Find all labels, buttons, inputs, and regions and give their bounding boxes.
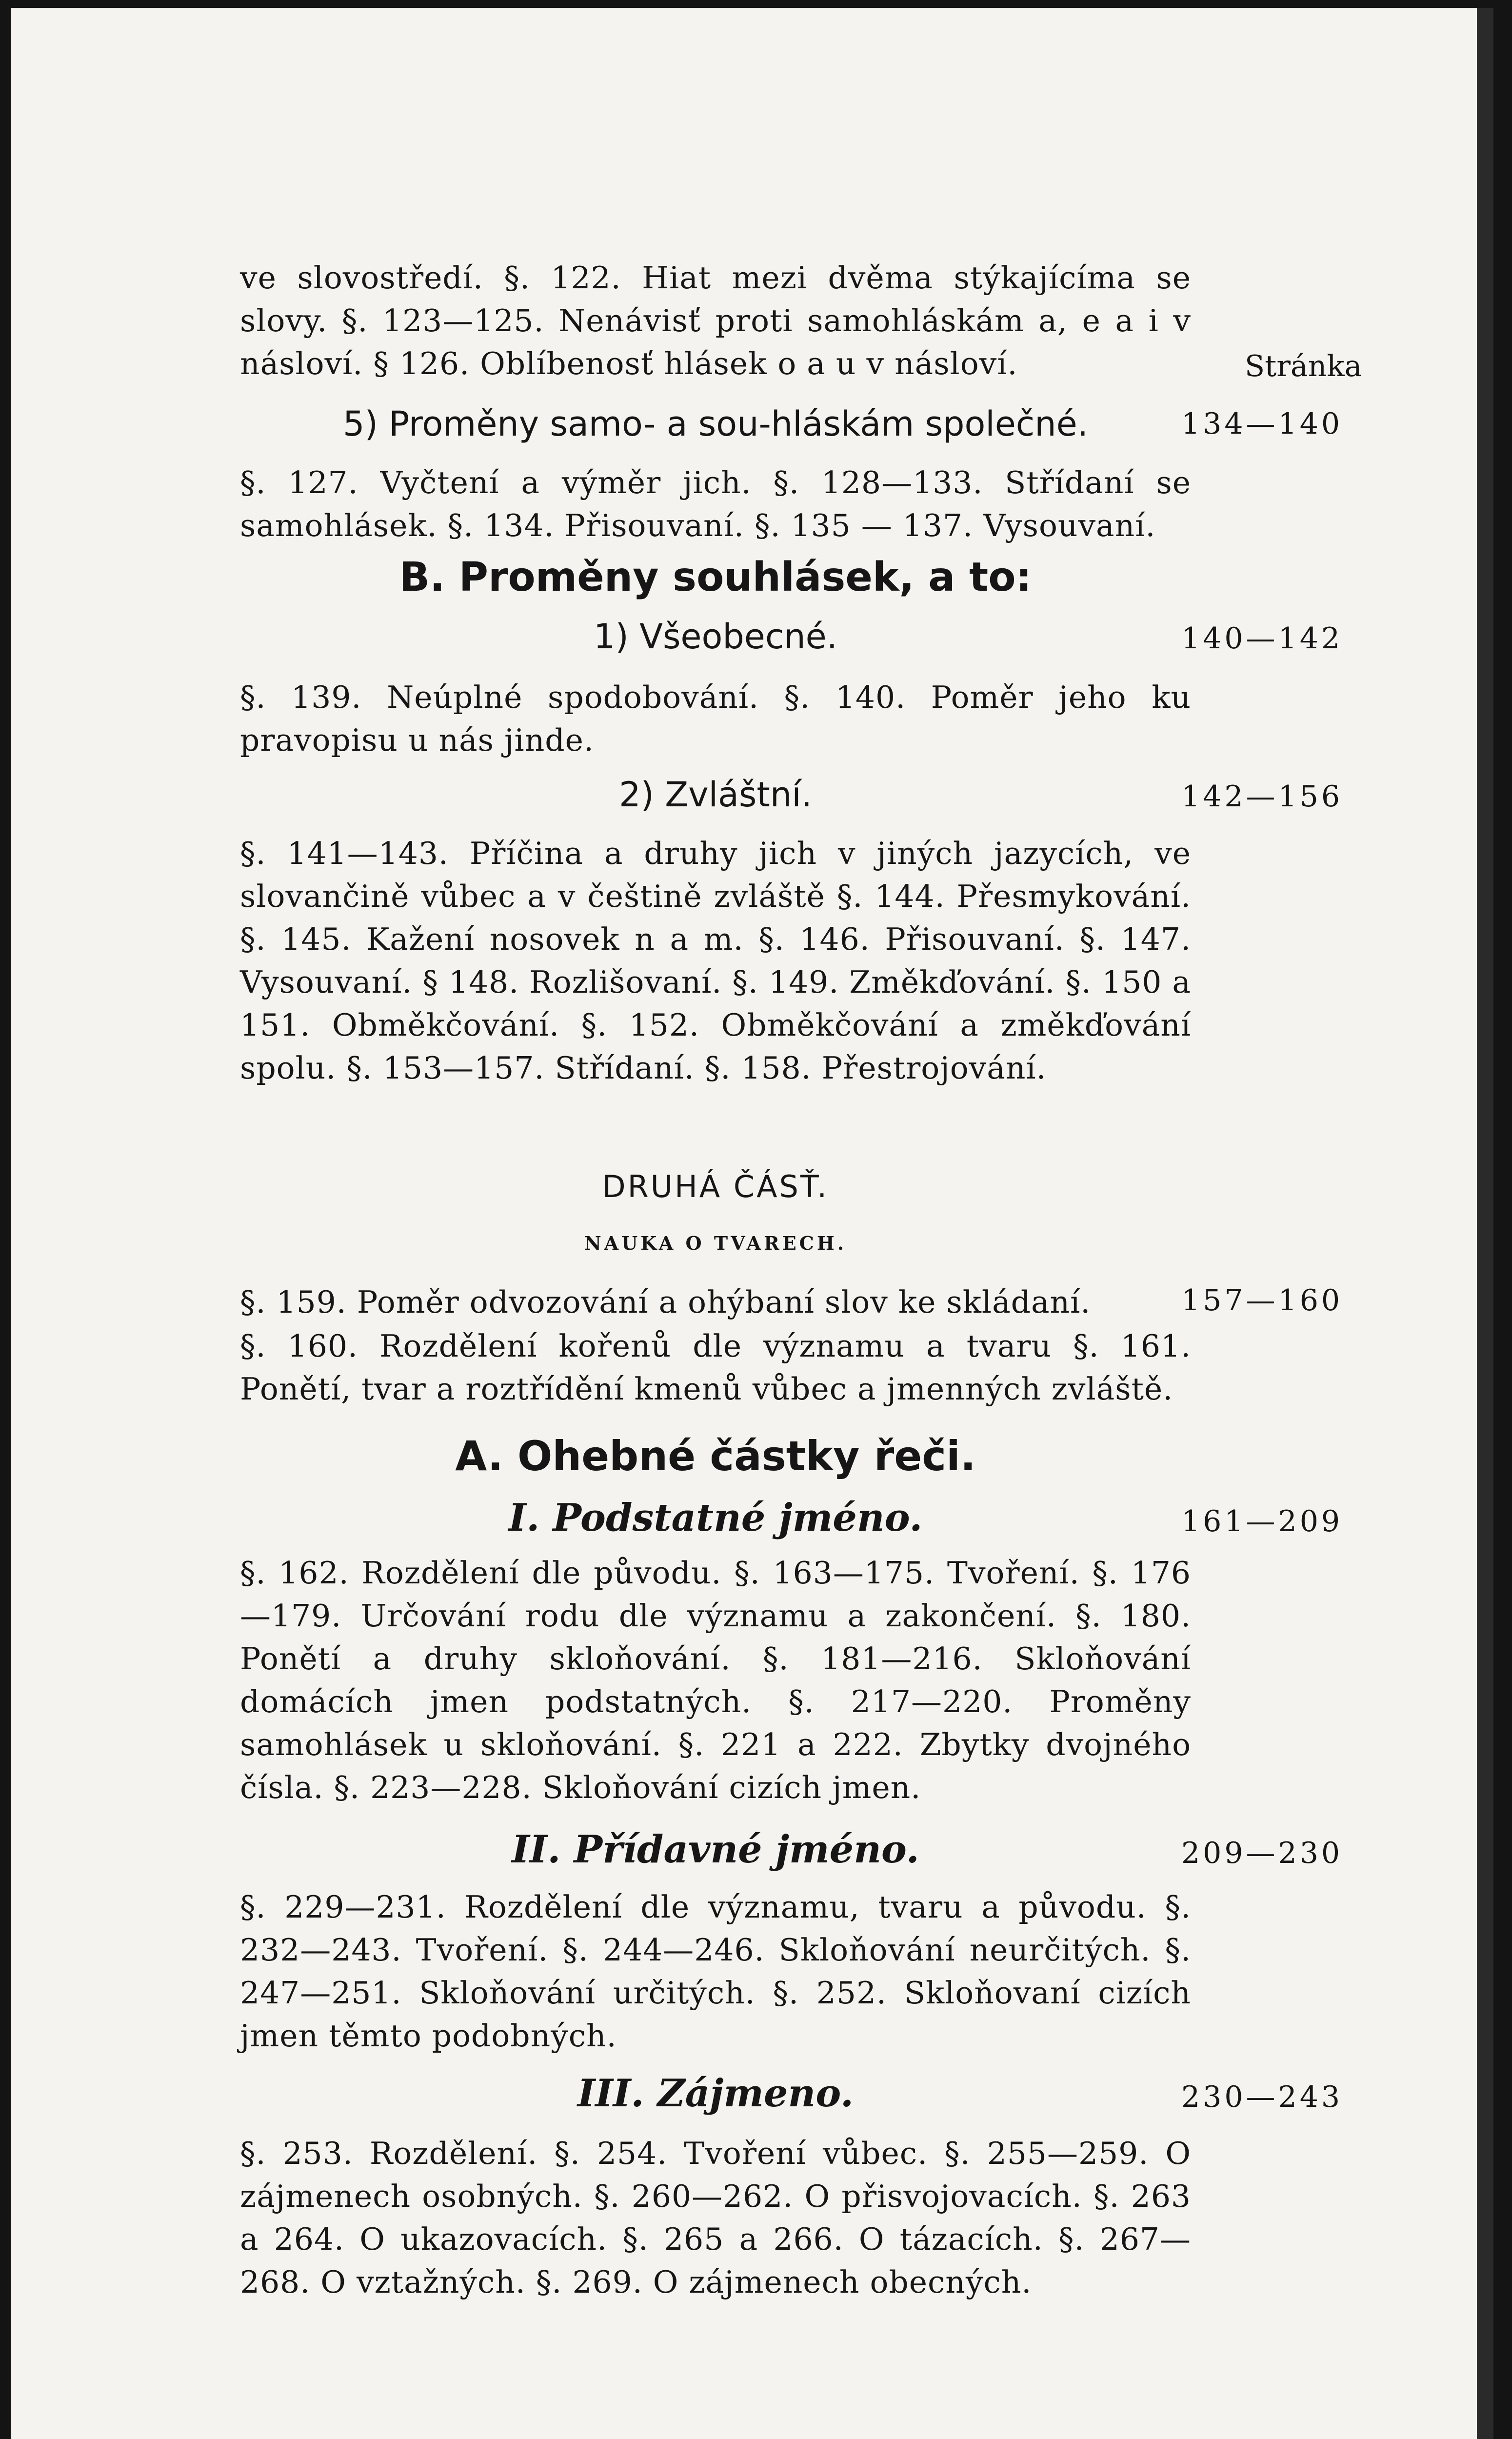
toc-entry [240, 1281, 1191, 1324]
entry-text: §. 127. Vyčtení a výměr jich. §. 128—133. Střídaní se samohlásek. §. 134. Přisouvaní. §. 135 — 137. Vysouvaní. [240, 465, 1191, 543]
part-subtitle: NAUKA O TVARECH. [584, 1232, 847, 1254]
heading-title: 5) Proměny samo- a sou-hláskám společné. [343, 404, 1088, 444]
page-column-label: Stránka [1245, 349, 1362, 383]
toc-entry [240, 676, 1191, 762]
section-heading [240, 775, 1191, 815]
toc-entry [240, 1552, 1191, 1809]
entry-text: §. 159. Poměr odvozování a ohýbaní slov ke skládaní. [240, 1284, 1091, 1320]
part-heading [240, 1169, 1191, 1204]
page-range: 140—142 [1181, 621, 1343, 656]
section-heading [240, 404, 1191, 444]
page-range: 142—156 [1181, 780, 1343, 814]
heading-title: B. Proměny souhlásek, a to: [399, 554, 1032, 600]
part-subheading [240, 1232, 1191, 1254]
entry-text: §. 162. Rozdělení dle původu. §. 163—175. Tvoření. §. 176—179. Určování rodu dle významu a zakončení. §. 180. Ponětí a druhy skloňování. §. 181—216. Skloňování domácích jmen podstatných. §. 217—220. Proměny samohlásek u skloňování. §. 221 a 222. Zbytky dvojného čísla. §. 223—228. Skloňování cizích jmen. [240, 1555, 1191, 1805]
page-range: 157—160 [1181, 1283, 1343, 1318]
entry-text: §. 139. Neúplné spodobování. §. 140. Poměr jeho ku pravopisu u nás jinde. [240, 680, 1191, 758]
section-heading [240, 2071, 1191, 2116]
heading-title: 2) Zvláštní. [619, 775, 812, 815]
heading-title: A. Ohebné částky řeči. [455, 1432, 976, 1480]
toc-entry [240, 1325, 1191, 1411]
section-heading [240, 1432, 1191, 1480]
heading-title: II. Přídavné jméno. [512, 1827, 919, 1872]
page-range: 230—243 [1181, 2080, 1343, 2114]
section-heading [240, 617, 1191, 657]
page-range: 134—140 [1181, 407, 1343, 441]
page-range: 161—209 [1181, 1504, 1343, 1539]
section-heading [240, 1827, 1191, 1872]
book-page [11, 8, 1493, 2439]
page-range: 209—230 [1181, 1836, 1343, 1870]
toc-entry [240, 257, 1191, 385]
toc-entry [240, 2132, 1191, 2304]
entry-text: §. 229—231. Rozdělení dle významu, tvaru a původu. §. 232—243. Tvoření. §. 244—246. Skloňování neurčitých. §. 247—251. Skloňování určitých. §. 252. Skloňovaní cizích jmen těmto podobných. [240, 1889, 1191, 2054]
toc-entry [240, 832, 1191, 1090]
toc-entry [240, 461, 1191, 547]
entry-text: §. 253. Rozdělení. §. 254. Tvoření vůbec. §. 255—259. O zájmenech osobných. §. 260—262. O přisvojovacích. §. 263 a 264. O ukazovacích. §. 265 a 266. O tázacích. §. 267—268. O vztažných. §. 269. O zájmenech obecných. [240, 2136, 1191, 2300]
entry-text: §. 141—143. Příčina a druhy jich v jiných jazycích, ve slovančině vůbec a v češtině zvláště §. 144. Přesmykování. §. 145. Kažení nosovek n a m. §. 146. Přisouvaní. §. 147. Vysouvaní. § 148. Rozlišovaní. §. 149. Změkďování. §. 150 a 151. Obměkčování. §. 152. Obměkčování a změkďování spolu. §. 153—157. Střídaní. §. 158. Přestrojování. [240, 836, 1191, 1086]
toc-entry [240, 1886, 1191, 2058]
heading-title: I. Podstatné jméno. [508, 1496, 923, 1540]
part-title: DRUHÁ ČÁSŤ. [602, 1169, 829, 1204]
heading-title: III. Zájmeno. [577, 2071, 854, 2116]
entry-text: ve slovostředí. §. 122. Hiat mezi dvěma stýkajícíma se slovy. §. 123—125. Nenávisť proti samohláskám a, e a i v násloví. § 126. Oblíbenosť hlásek o a u v násloví. [240, 260, 1191, 381]
section-heading [240, 554, 1191, 600]
entry-text: §. 160. Rozdělení kořenů dle významu a tvaru §. 161. Ponětí, tvar a roztřídění kmenů vůbec a jmenných zvláště. [240, 1328, 1191, 1407]
section-heading [240, 1496, 1191, 1540]
heading-title: 1) Všeobecné. [593, 617, 837, 657]
